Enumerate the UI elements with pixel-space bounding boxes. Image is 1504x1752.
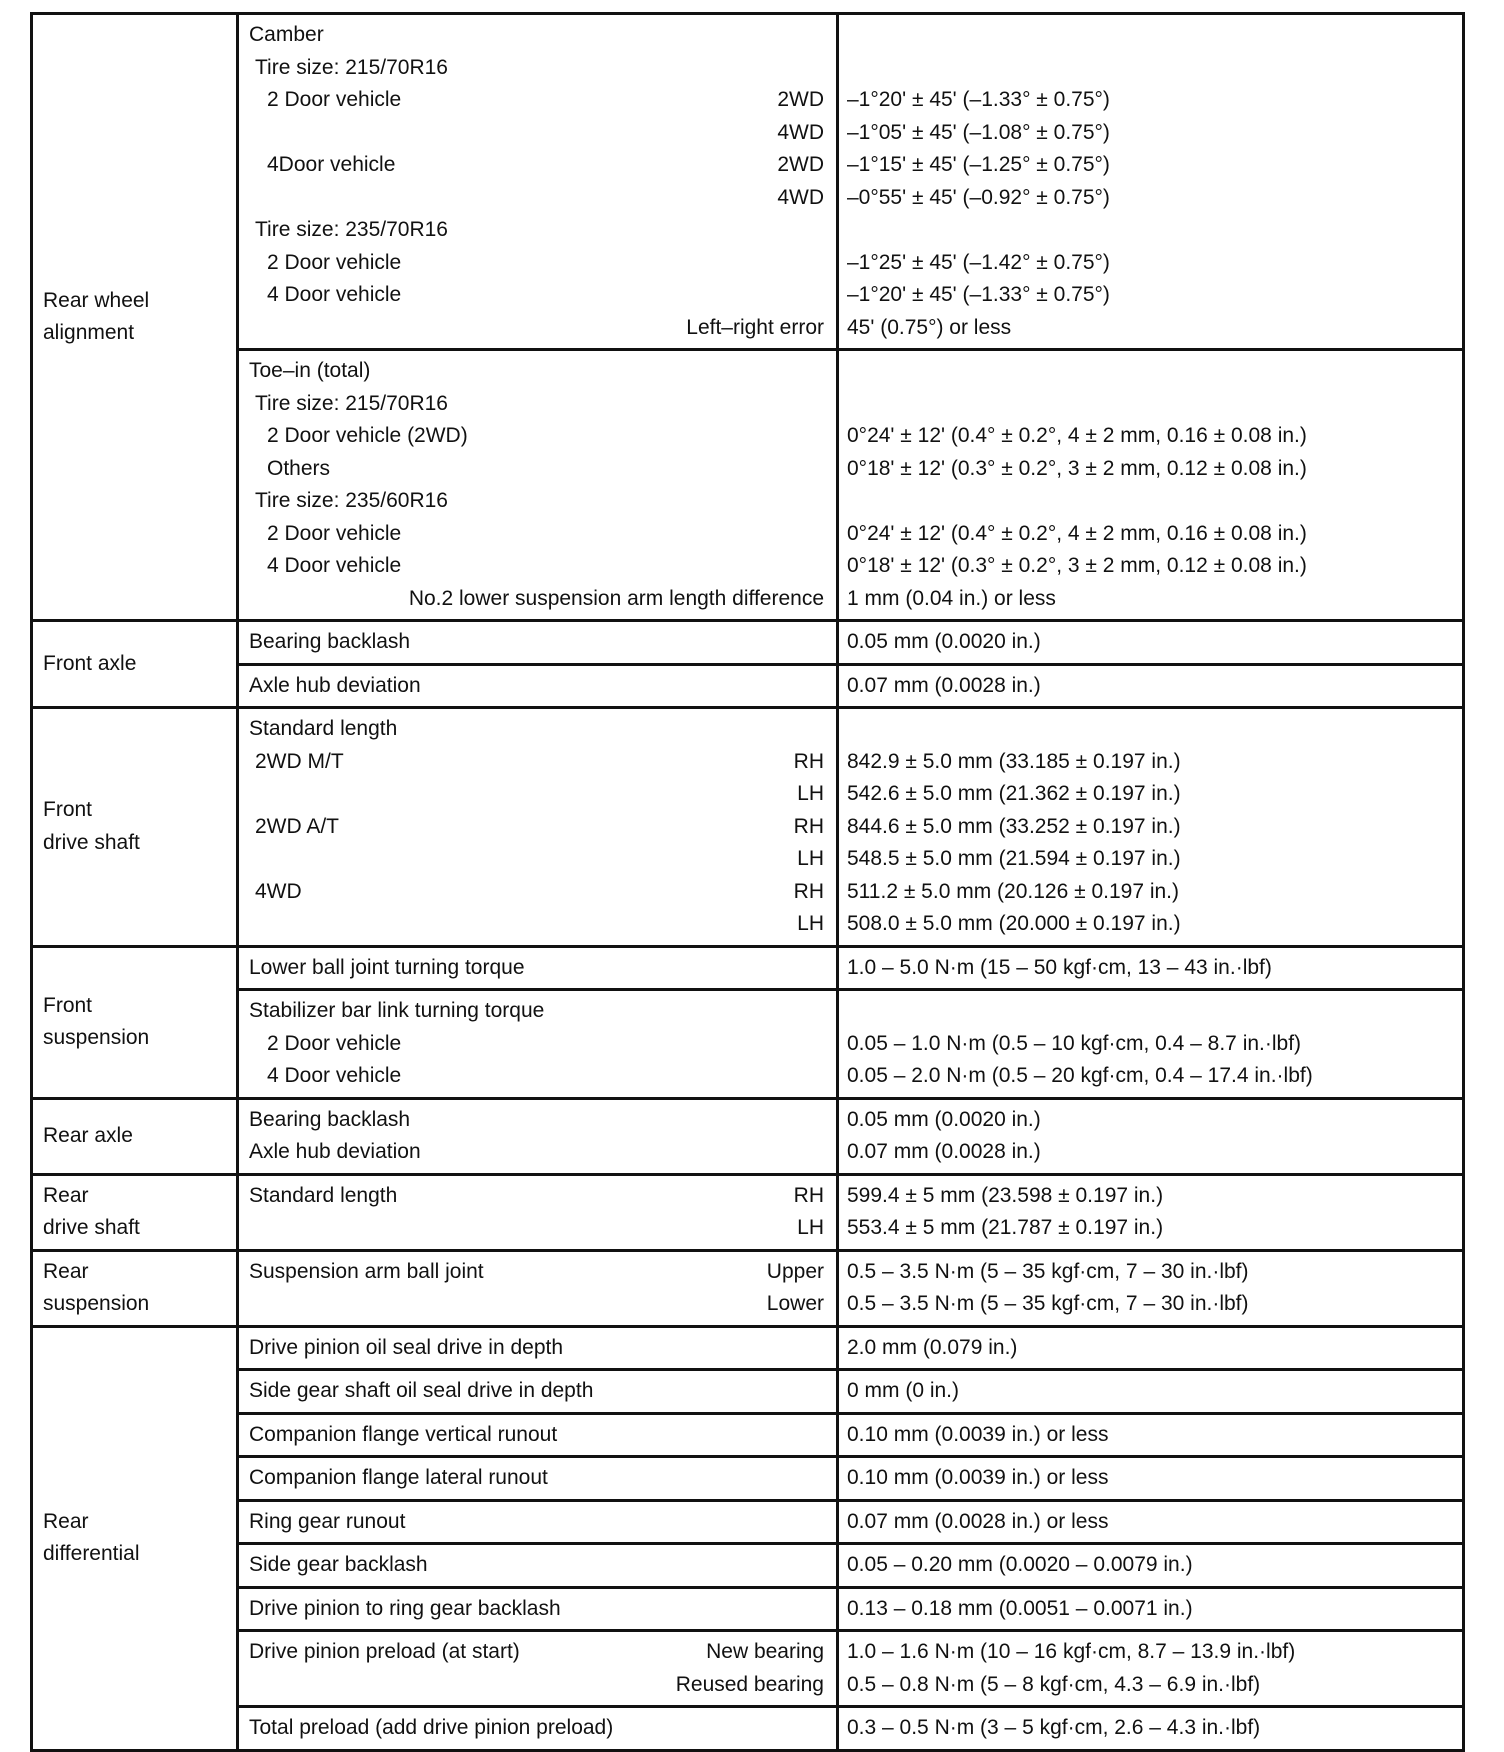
item-label: Camber <box>249 23 324 46</box>
item-label: Ring gear runout <box>249 1509 406 1533</box>
spec-value <box>847 355 1452 388</box>
value-cell <box>838 621 1464 665</box>
spec-value: 0.13 – 0.18 mm (0.0051 – 0.0071 in.) <box>847 1596 1193 1620</box>
item-line <box>249 182 824 215</box>
item-qualifier: RH <box>793 814 824 838</box>
spec-table <box>30 12 1465 1752</box>
item-line <box>249 1028 824 1061</box>
value-cell <box>838 350 1464 621</box>
item-line <box>249 214 824 247</box>
item-line <box>249 670 824 703</box>
item-cell <box>238 708 838 947</box>
item-line <box>249 908 824 941</box>
spec-value: 599.4 ± 5 mm (23.598 ± 0.197 in.) <box>847 1183 1164 1207</box>
table-row <box>32 664 1464 708</box>
item-label: Side gear backlash <box>249 1553 428 1576</box>
spec-value: 0.5 – 0.8 N·m (5 – 8 kgf·cm, 4.3 – 6.9 in.·lbf) <box>847 1672 1261 1696</box>
spec-value: 0 mm (0 in.) <box>847 1379 960 1402</box>
item-label: Toe–in (total) <box>249 359 371 382</box>
spec-value: –1°05' ± 45' (–1.08° ± 0.75°) <box>847 120 1110 144</box>
table-row <box>32 14 1464 350</box>
item-label: 4 Door vehicle <box>267 1064 402 1087</box>
item-line <box>249 52 824 85</box>
item-line <box>249 1669 824 1702</box>
item-label: 4Door vehicle <box>267 153 396 176</box>
item-line <box>249 1593 824 1626</box>
item-line <box>249 1060 824 1093</box>
item-cell <box>238 946 838 990</box>
item-label: Stabilizer bar link turning torque <box>249 999 545 1022</box>
spec-value: 1.0 – 1.6 N·m (10 – 16 kgf·cm, 8.7 – 13.9 in.·lbf) <box>847 1640 1296 1663</box>
category-cell <box>32 1326 238 1750</box>
item-line <box>249 1419 824 1452</box>
value-cell <box>838 664 1464 708</box>
category-label: suspension <box>43 1026 150 1049</box>
item-line <box>249 355 824 388</box>
spec-value: –1°15' ± 45' (–1.25° ± 0.75°) <box>847 153 1110 176</box>
item-label: Others <box>267 456 331 480</box>
value-cell <box>838 1544 1464 1588</box>
item-qualifier: RH <box>793 879 824 903</box>
table-row <box>32 1631 1464 1707</box>
item-qualifier: RH <box>793 1183 824 1207</box>
item-label: Companion flange vertical runout <box>249 1422 558 1446</box>
table-row <box>32 1098 1464 1174</box>
table-row <box>32 1174 1464 1250</box>
category-label: drive shaft <box>43 830 140 854</box>
table-row <box>32 1250 1464 1326</box>
item-label: Standard length <box>249 717 398 740</box>
value-cell <box>838 1413 1464 1457</box>
spec-value: –1°20' ± 45' (–1.33° ± 0.75°) <box>847 283 1110 306</box>
spec-value: 0.05 – 1.0 N·m (0.5 – 10 kgf·cm, 0.4 – 8.7 in.·lbf) <box>847 1031 1302 1055</box>
table-row <box>32 708 1464 947</box>
spec-value <box>847 713 1452 746</box>
item-label: Tire size: 235/60R16 <box>255 489 448 512</box>
item-label: Drive pinion to ring gear backlash <box>249 1596 561 1620</box>
table-row <box>32 990 1464 1099</box>
spec-value: 0.05 – 0.20 mm (0.0020 – 0.0079 in.) <box>847 1553 1193 1576</box>
category-cell <box>32 1250 238 1326</box>
spec-value: 0°24' ± 12' (0.4° ± 0.2°, 4 ± 2 mm, 0.16 ± 0.08 in.) <box>847 521 1307 545</box>
item-label: 2WD M/T <box>255 749 344 773</box>
item-label: 4 Door vehicle <box>267 283 402 306</box>
item-cell <box>238 1587 838 1631</box>
category-label: drive shaft <box>43 1216 140 1239</box>
value-cell <box>838 1174 1464 1250</box>
category-label: differential <box>43 1542 140 1565</box>
item-line <box>249 811 824 844</box>
item-cell <box>238 1098 838 1174</box>
value-cell <box>838 14 1464 350</box>
value-cell <box>838 1631 1464 1707</box>
item-label: Side gear shaft oil seal drive in depth <box>249 1379 594 1402</box>
item-label: 2 Door vehicle <box>267 521 402 545</box>
item-qualifier: Left–right error <box>686 315 824 339</box>
item-cell <box>238 621 838 665</box>
spec-value: 0°18' ± 12' (0.3° ± 0.2°, 3 ± 2 mm, 0.12 ± 0.08 in.) <box>847 554 1307 577</box>
item-cell <box>238 1631 838 1707</box>
item-cell <box>238 664 838 708</box>
item-cell <box>238 990 838 1099</box>
table-row <box>32 350 1464 621</box>
item-cell <box>238 1500 838 1544</box>
item-line <box>249 1549 824 1582</box>
item-qualifier: Reused bearing <box>675 1672 824 1696</box>
item-line <box>249 117 824 150</box>
spec-value: 1 mm (0.04 in.) or less <box>847 586 1056 610</box>
item-qualifier: 4WD <box>777 120 824 144</box>
table-row <box>32 1370 1464 1414</box>
value-cell <box>838 1587 1464 1631</box>
item-label: Drive pinion oil seal drive in depth <box>249 1335 564 1359</box>
item-line <box>249 312 824 345</box>
item-line <box>249 518 824 551</box>
spec-value: 842.9 ± 5.0 mm (33.185 ± 0.197 in.) <box>847 749 1181 773</box>
item-line <box>249 1212 824 1245</box>
item-label: Standard length <box>249 1183 398 1207</box>
item-label: Tire size: 215/70R16 <box>255 391 448 415</box>
category-label: alignment <box>43 321 135 344</box>
item-cell <box>238 1457 838 1501</box>
item-qualifier: Lower <box>766 1292 824 1315</box>
item-label: Tire size: 215/70R16 <box>255 55 448 79</box>
table-row <box>32 1707 1464 1751</box>
item-label: Bearing backlash <box>249 630 411 653</box>
spec-value: 0.05 – 2.0 N·m (0.5 – 20 kgf·cm, 0.4 – 17.4 in.·lbf) <box>847 1064 1313 1087</box>
item-line <box>249 1332 824 1365</box>
item-cell <box>238 1413 838 1457</box>
item-line <box>249 778 824 811</box>
item-label: 2 Door vehicle <box>267 250 402 274</box>
spec-value: 542.6 ± 5.0 mm (21.362 ± 0.197 in.) <box>847 782 1181 805</box>
item-line <box>249 1256 824 1289</box>
spec-value: 844.6 ± 5.0 mm (33.252 ± 0.197 in.) <box>847 814 1181 838</box>
item-label: Total preload (add drive pinion preload) <box>249 1716 614 1739</box>
spec-value: 553.4 ± 5 mm (21.787 ± 0.197 in.) <box>847 1216 1164 1239</box>
table-row <box>32 1326 1464 1370</box>
item-label: Lower ball joint turning torque <box>249 955 525 979</box>
item-qualifier: LH <box>797 912 824 935</box>
table-row <box>32 1587 1464 1631</box>
item-line <box>249 550 824 583</box>
item-qualifier: Upper <box>766 1259 824 1283</box>
item-qualifier: New bearing <box>706 1640 824 1663</box>
value-cell <box>838 1707 1464 1751</box>
value-cell <box>838 1457 1464 1501</box>
item-line <box>249 583 824 616</box>
spec-value <box>847 485 1452 518</box>
spec-value <box>847 214 1452 247</box>
category-cell <box>32 1098 238 1174</box>
item-line <box>249 876 824 909</box>
value-cell <box>838 1370 1464 1414</box>
item-label: 2 Door vehicle (2WD) <box>267 424 468 447</box>
spec-value <box>847 995 1452 1028</box>
category-label: Rear axle <box>43 1123 133 1147</box>
category-label: Front <box>43 993 93 1017</box>
value-cell <box>838 1326 1464 1370</box>
category-cell <box>32 621 238 708</box>
item-line <box>249 1136 824 1169</box>
item-line <box>249 453 824 486</box>
value-cell <box>838 1098 1464 1174</box>
spec-value: 2.0 mm (0.079 in.) <box>847 1335 1018 1359</box>
value-cell <box>838 990 1464 1099</box>
item-qualifier: 2WD <box>777 88 824 111</box>
category-label: Front axle <box>43 651 137 675</box>
spec-value: 1.0 – 5.0 N·m (15 – 50 kgf·cm, 13 – 43 in.·lbf) <box>847 955 1272 979</box>
spec-value: –0°55' ± 45' (–0.92° ± 0.75°) <box>847 185 1110 209</box>
item-label: Drive pinion preload (at start) <box>249 1640 520 1663</box>
item-label: 2WD A/T <box>255 814 340 838</box>
spec-value: 0°24' ± 12' (0.4° ± 0.2°, 4 ± 2 mm, 0.16 ± 0.08 in.) <box>847 424 1307 447</box>
item-label: 2 Door vehicle <box>267 1031 402 1055</box>
item-qualifier: 2WD <box>777 153 824 176</box>
item-qualifier: 4WD <box>777 185 824 209</box>
item-qualifier: LH <box>797 1216 824 1239</box>
table-row <box>32 1500 1464 1544</box>
item-line <box>249 1462 824 1495</box>
table-row <box>32 1457 1464 1501</box>
item-label: Axle hub deviation <box>249 1140 421 1163</box>
item-cell <box>238 1250 838 1326</box>
category-label: Rear <box>43 1183 89 1207</box>
spec-value: 0.07 mm (0.0028 in.) <box>847 1140 1041 1163</box>
item-cell <box>238 14 838 350</box>
item-line <box>249 279 824 312</box>
item-label: 4 Door vehicle <box>267 554 402 577</box>
item-qualifier: LH <box>797 782 824 805</box>
item-line <box>249 19 824 52</box>
category-label: suspension <box>43 1292 150 1315</box>
item-line <box>249 388 824 421</box>
item-line <box>249 626 824 659</box>
item-cell <box>238 1544 838 1588</box>
item-cell <box>238 1326 838 1370</box>
item-label: Bearing backlash <box>249 1107 411 1131</box>
value-cell <box>838 708 1464 947</box>
item-line <box>249 1506 824 1539</box>
item-line <box>249 1636 824 1669</box>
item-qualifier: RH <box>793 749 824 773</box>
spec-value: 0.5 – 3.5 N·m (5 – 35 kgf·cm, 7 – 30 in.·lbf) <box>847 1259 1249 1283</box>
spec-table-body <box>32 14 1464 1751</box>
item-line <box>249 149 824 182</box>
item-label: Suspension arm ball joint <box>249 1259 484 1283</box>
item-line <box>249 1180 824 1213</box>
item-qualifier: No.2 lower suspension arm length difference <box>408 586 824 610</box>
category-cell <box>32 708 238 947</box>
spec-value: –1°25' ± 45' (–1.42° ± 0.75°) <box>847 250 1110 274</box>
item-label: 4WD <box>255 879 302 903</box>
item-line <box>249 1104 824 1137</box>
item-cell <box>238 350 838 621</box>
spec-value: 0.3 – 0.5 N·m (3 – 5 kgf·cm, 2.6 – 4.3 in.·lbf) <box>847 1716 1261 1739</box>
spec-value: –1°20' ± 45' (–1.33° ± 0.75°) <box>847 88 1110 111</box>
category-cell <box>32 946 238 1098</box>
item-line <box>249 247 824 280</box>
item-cell <box>238 1707 838 1751</box>
item-label: Companion flange lateral runout <box>249 1466 548 1489</box>
spec-value: 0.05 mm (0.0020 in.) <box>847 630 1041 653</box>
item-line <box>249 1288 824 1321</box>
item-line <box>249 952 824 985</box>
spec-value: 0.10 mm (0.0039 in.) or less <box>847 1422 1109 1446</box>
spec-value: 511.2 ± 5.0 mm (20.126 ± 0.197 in.) <box>847 879 1180 903</box>
spec-value: 508.0 ± 5.0 mm (20.000 ± 0.197 in.) <box>847 912 1181 935</box>
category-cell <box>32 1174 238 1250</box>
item-label: 2 Door vehicle <box>267 88 402 111</box>
item-line <box>249 84 824 117</box>
spec-value: 0°18' ± 12' (0.3° ± 0.2°, 3 ± 2 mm, 0.12 ± 0.08 in.) <box>847 456 1307 480</box>
table-row <box>32 1413 1464 1457</box>
item-line <box>249 1375 824 1408</box>
spec-value: 0.5 – 3.5 N·m (5 – 35 kgf·cm, 7 – 30 in.·lbf) <box>847 1292 1249 1315</box>
category-label: Rear <box>43 1509 89 1533</box>
item-line <box>249 713 824 746</box>
value-cell <box>838 946 1464 990</box>
item-cell <box>238 1174 838 1250</box>
spec-value <box>847 52 1452 85</box>
table-row <box>32 621 1464 665</box>
spec-value: 548.5 ± 5.0 mm (21.594 ± 0.197 in.) <box>847 847 1181 870</box>
table-row <box>32 946 1464 990</box>
spec-value: 0.05 mm (0.0020 in.) <box>847 1107 1041 1131</box>
category-cell <box>32 14 238 621</box>
item-label: Axle hub deviation <box>249 673 421 697</box>
table-row <box>32 1544 1464 1588</box>
item-label: Tire size: 235/70R16 <box>255 218 448 241</box>
category-label: Front <box>43 798 93 822</box>
item-line <box>249 995 824 1028</box>
spec-value: 0.07 mm (0.0028 in.) or less <box>847 1509 1109 1533</box>
item-line <box>249 843 824 876</box>
spec-value: 45' (0.75°) or less <box>847 315 1012 339</box>
value-cell <box>838 1250 1464 1326</box>
item-line <box>249 420 824 453</box>
category-label: Rear <box>43 1259 89 1283</box>
item-line <box>249 485 824 518</box>
value-cell <box>838 1500 1464 1544</box>
spec-value: 0.10 mm (0.0039 in.) or less <box>847 1466 1109 1489</box>
item-qualifier: LH <box>797 847 824 870</box>
spec-value <box>847 19 1452 52</box>
spec-value: 0.07 mm (0.0028 in.) <box>847 673 1041 697</box>
item-line <box>249 746 824 779</box>
item-line <box>249 1712 824 1745</box>
spec-value <box>847 388 1452 421</box>
item-cell <box>238 1370 838 1414</box>
category-label: Rear wheel <box>43 288 150 312</box>
